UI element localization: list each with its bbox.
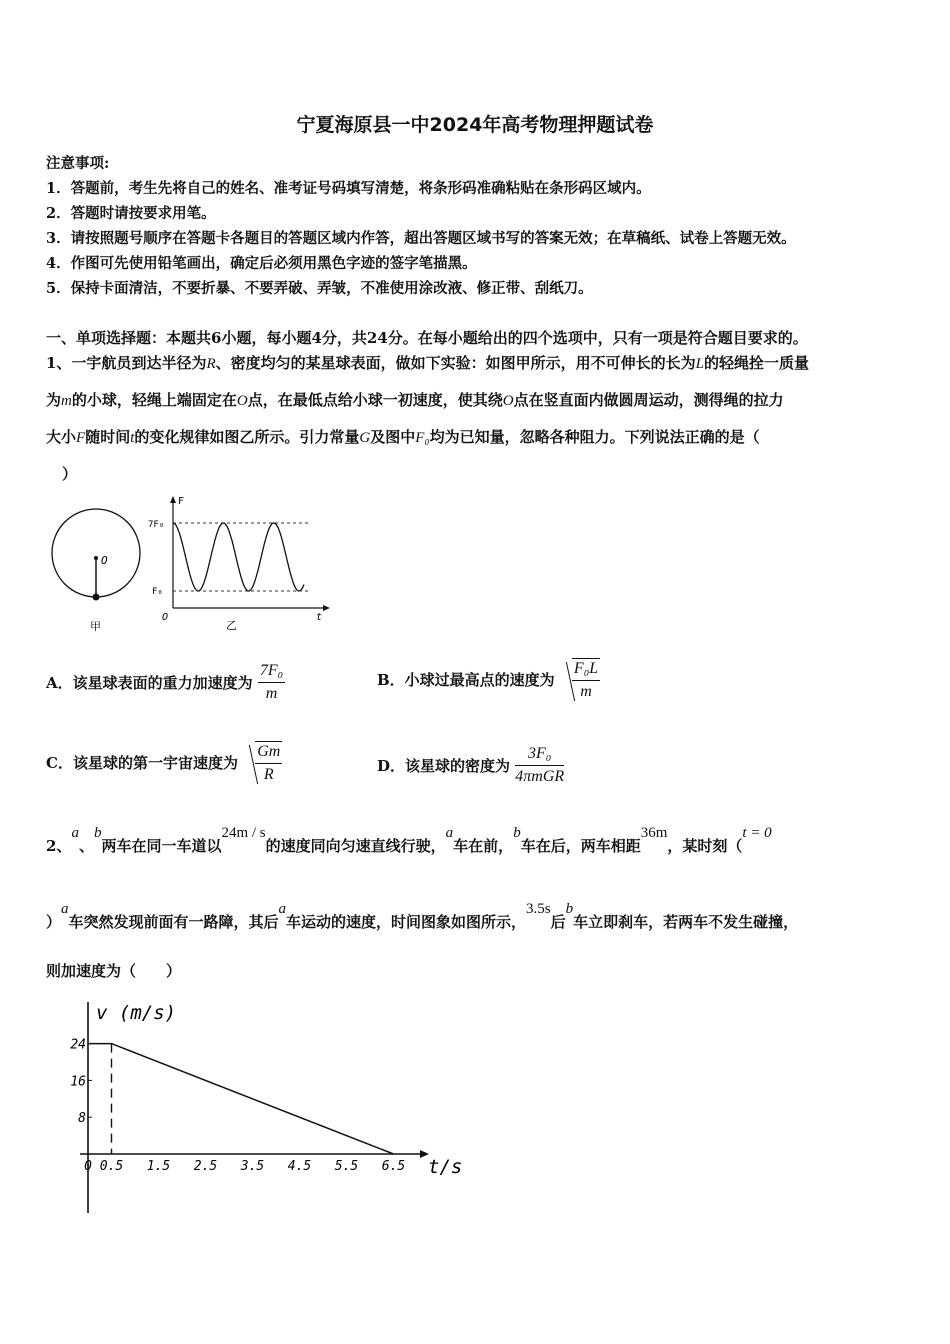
page-title: 宁夏海原县一中2024年高考物理押题试卷	[296, 114, 654, 136]
y-tick-label: 0	[84, 1159, 92, 1174]
figure-yi-caption: 乙	[226, 619, 237, 632]
pivot-label: O	[101, 554, 108, 567]
x-tick-label: 2.5	[193, 1159, 218, 1174]
t-axis-label: t	[316, 612, 323, 623]
option-d[interactable]: D．该星球的密度为 $\frac{\text{3F₀}}{\text{4πmGR}}$	[377, 745, 565, 785]
velocity-series-line	[88, 1044, 394, 1154]
note-item: 3．请按照题号顺序在答题卡各题目的答题区域内作答，超出答题区域书写的答案无效；在草稿纸、试卷上答题无效。	[46, 230, 796, 247]
tick-7f0: 7F₀	[148, 520, 165, 530]
origin-label: O	[162, 612, 169, 623]
force-wave	[173, 523, 304, 591]
q1-line-2: 为m的小球，轻绳上端固定在O点，在最低点给小球一初速度，使其绕O点在竖直面内做圆周运动，测得绳的拉力	[46, 391, 784, 409]
q1-line-1: 1、一宇航员到达半径为R、密度均匀的某星球表面，做如下实验：如图甲所示，用不可伸长的长为L的轻绳拴一质量	[46, 354, 809, 372]
f-axis-arrow	[170, 496, 176, 503]
x-tick-label: 5.5	[334, 1159, 359, 1174]
option-c[interactable]: C．该星球的第一宇宙速度为 $\frac{Gm}{R}$	[46, 743, 281, 783]
x-tick-label: 3.5	[240, 1159, 265, 1174]
y-tick-label: 24	[70, 1037, 86, 1053]
note-item: 5．保持卡面清洁，不要折暴、不要弄破、弄皱，不准使用涂改液、修正带、刮纸刀。	[46, 280, 593, 297]
note-item: 2．答题时请按要求用笔。	[46, 205, 216, 222]
t-axis-label: t/s	[428, 1156, 463, 1178]
vt-chart	[60, 990, 480, 1215]
v-axis-label: v (m/s)	[96, 1002, 177, 1024]
y-tick-label: 16	[70, 1074, 86, 1090]
ball	[93, 594, 100, 601]
x-tick-label: 0.5	[99, 1159, 124, 1174]
figure-yi	[148, 492, 338, 640]
tick-f0: F₀	[152, 587, 163, 597]
q2-line-3: 则加速度为（ ）	[46, 962, 182, 980]
x-tick-label: 4.5	[287, 1159, 312, 1174]
y-tick-label: 8	[78, 1111, 86, 1127]
q1-line-4: ）	[62, 465, 78, 483]
figure-jia	[48, 508, 148, 638]
x-tick-label: 6.5	[381, 1159, 406, 1174]
figure-jia-caption: 甲	[90, 620, 101, 633]
option-a[interactable]: A．该星球表面的重力加速度为 $\frac{\text{7F₀}}{m}$	[46, 662, 284, 702]
q2-line-2: ）a车突然发现前面有一路障，其后a车运动的速度，时间图象如图所示，3.5s后b车立即刹车，若两车不发生碰撞，	[46, 901, 799, 931]
q1-line-3: 大小F随时间t的变化规律如图乙所示。引力常量G及图中F₀均为已知量，忽略各种阻力。下列说法正确的是（	[46, 428, 760, 446]
f-axis-label: F	[178, 496, 185, 507]
option-b[interactable]: B．小球过最高点的速度为 $\frac{\text{F₀L}}{m}$	[377, 660, 599, 700]
note-item: 4．作图可先使用铅笔画出，确定后必须用黑色字迹的签字笔描黑。	[46, 255, 477, 272]
note-item: 1．答题前，考生先将自己的姓名、准考证号码填写清楚，将条形码准确粘贴在条形码区域内。	[46, 180, 651, 197]
notes-heading: 注意事项:	[46, 155, 110, 172]
q2-line-1: 2、a、b两车在同一车道以24m / s的速度同向匀速直线行驶，a车在前，b车在后，两车相距36m，某时刻（t = 0	[46, 825, 772, 855]
section-heading: 一、单项选择题：本题共6小题，每小题4分，共24分。在每小题给出的四个选项中，只有一项是符合题目要求的。	[46, 329, 808, 347]
t-axis-arrow	[323, 605, 330, 611]
x-tick-label: 1.5	[146, 1159, 171, 1174]
